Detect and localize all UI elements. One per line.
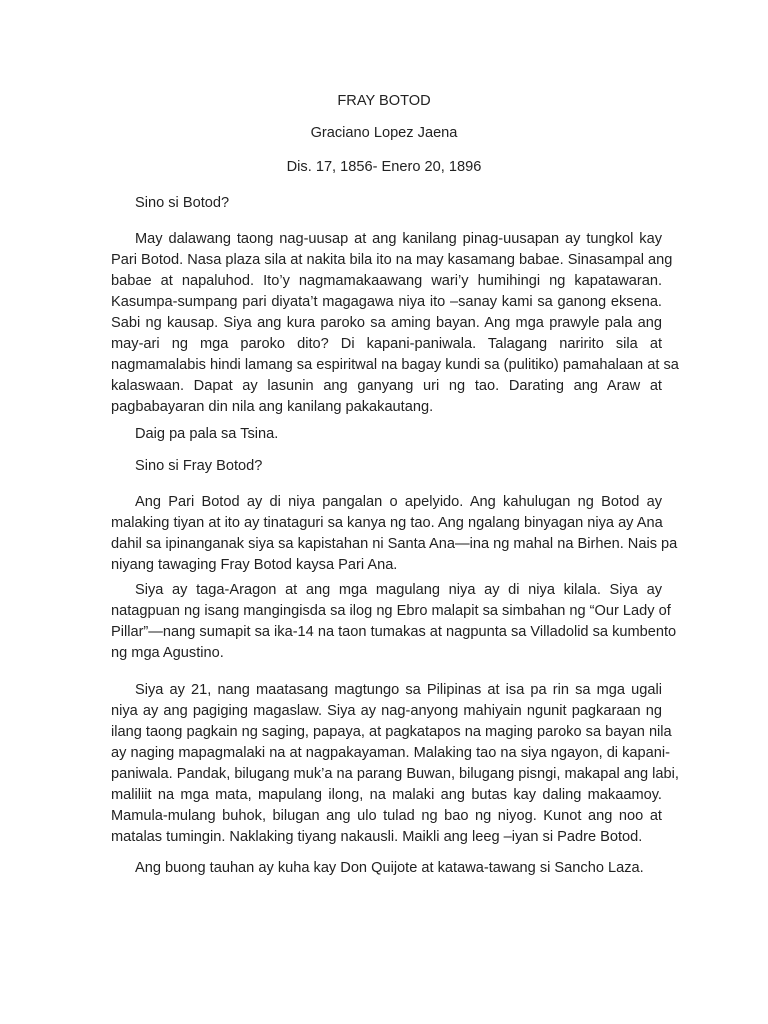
text-line: paniwala. Pandak, bilugang muk’a na parang Buwan, bilugang pisngi, makapal ang labi, (111, 766, 679, 782)
paragraph-3 (111, 580, 677, 664)
text-line: May dalawang taong nag-uusap at ang kanilang pinag-uusapan ay tungkol kay (135, 231, 662, 247)
text-line: natagpuan ng isang mangingisda sa ilog ng Ebro malapit sa simbahan ng “Our Lady of (111, 603, 671, 619)
text-line: Siya ay taga-Aragon at ang mga magulang niya ay di niya kilala. Siya ay (135, 582, 662, 598)
text-line: babae at napaluhod. Ito’y nagmamakaawang wari’y humihingi ng kapatawaran. (111, 273, 662, 289)
text-line: Pari Botod. Nasa plaza sila at nakita bila ito na may kasamang babae. Sinasampal ang (111, 252, 673, 268)
text-line: may-ari ng mga paroko dito? Di kapani-paniwala. Talagang naririto sila at (111, 336, 662, 352)
closing-line: Ang buong tauhan ay kuha kay Don Quijote at katawa-tawang si Sancho Laza. (135, 860, 644, 876)
document-title: FRAY BOTOD (337, 93, 431, 109)
heading-sino-si-fray-botod: Sino si Fray Botod? (135, 458, 263, 474)
text-line: Kasumpa-sumpang pari diyata’t magagawa niya ito –sanay kami sa ganong eksena. (111, 294, 662, 310)
text-line: ay naging mapagmalaki na at nagpakayaman. Malaking tao na siya ngayon, di kapani- (111, 745, 670, 761)
text-line: ilang taong pagkain ng saging, papaya, at pagkatapos na maging paroko sa bayan nila (111, 724, 672, 740)
text-line: niyang tawaging Fray Botod kaysa Pari Ana. (111, 557, 398, 573)
paragraph-2 (111, 492, 678, 576)
text-line: matalas tumingin. Naklaking tiyang nakausli. Maikli ang leeg –iyan si Padre Botod. (111, 829, 643, 845)
text-line: nagmamalabis hindi lamang sa espiritwal na bagay kundi sa (pulitiko) pamahalaan at sa (111, 357, 679, 373)
document-dates: Dis. 17, 1856- Enero 20, 1896 (286, 159, 482, 175)
text-line: Ang Pari Botod ay di niya pangalan o apelyido. Ang kahulugan ng Botod ay (135, 494, 662, 510)
text-line: Sabi ng kausap. Siya ang kura paroko sa aming bayan. Ang mga prawyle pala ang (111, 315, 662, 331)
text-line: niya ay ang pagiging magaslaw. Siya ay nag-anyong mahiyain ngunit pagkaraan ng (111, 703, 662, 719)
paragraph-1 (111, 229, 679, 418)
text-line: Mamula-mulang buhok, bilugan ang ulo tulad ng bao ng niyog. Kunot ang noo at (111, 808, 662, 824)
text-line: dahil sa ipinanganak siya sa kapistahan ni Santa Ana—ina ng mahal na Birhen. Nais pa (111, 536, 678, 552)
text-line: ng mga Agustino. (111, 645, 224, 661)
text-line: kalaswaan. Dapat ay lasunin ang ganyang uri ng tao. Darating ang Araw at (111, 378, 662, 394)
text-line: pagbabayaran din nila ang kanilang pakakautang. (111, 399, 434, 415)
text-line: Siya ay 21, nang maatasang magtungo sa Pilipinas at isa pa rin sa mga ugali (135, 682, 662, 698)
document-author: Graciano Lopez Jaena (310, 125, 458, 141)
heading-sino-si-botod: Sino si Botod? (135, 195, 230, 211)
line-daig-pa-pala: Daig pa pala sa Tsina. (135, 426, 279, 442)
text-line: Pillar”—nang sumapit sa ika-14 na taon tumakas at nagpunta sa Villadolid sa kumbento (111, 624, 677, 640)
text-line: malaking tiyan at ito ay tinataguri sa kanya ng tao. Ang ngalang binyagan niya ay Ana (111, 515, 663, 531)
text-line: maliliit na mga mata, mapulang ilong, na malaki ang butas kay daling makaamoy. (111, 787, 662, 803)
paragraph-4 (111, 680, 679, 848)
